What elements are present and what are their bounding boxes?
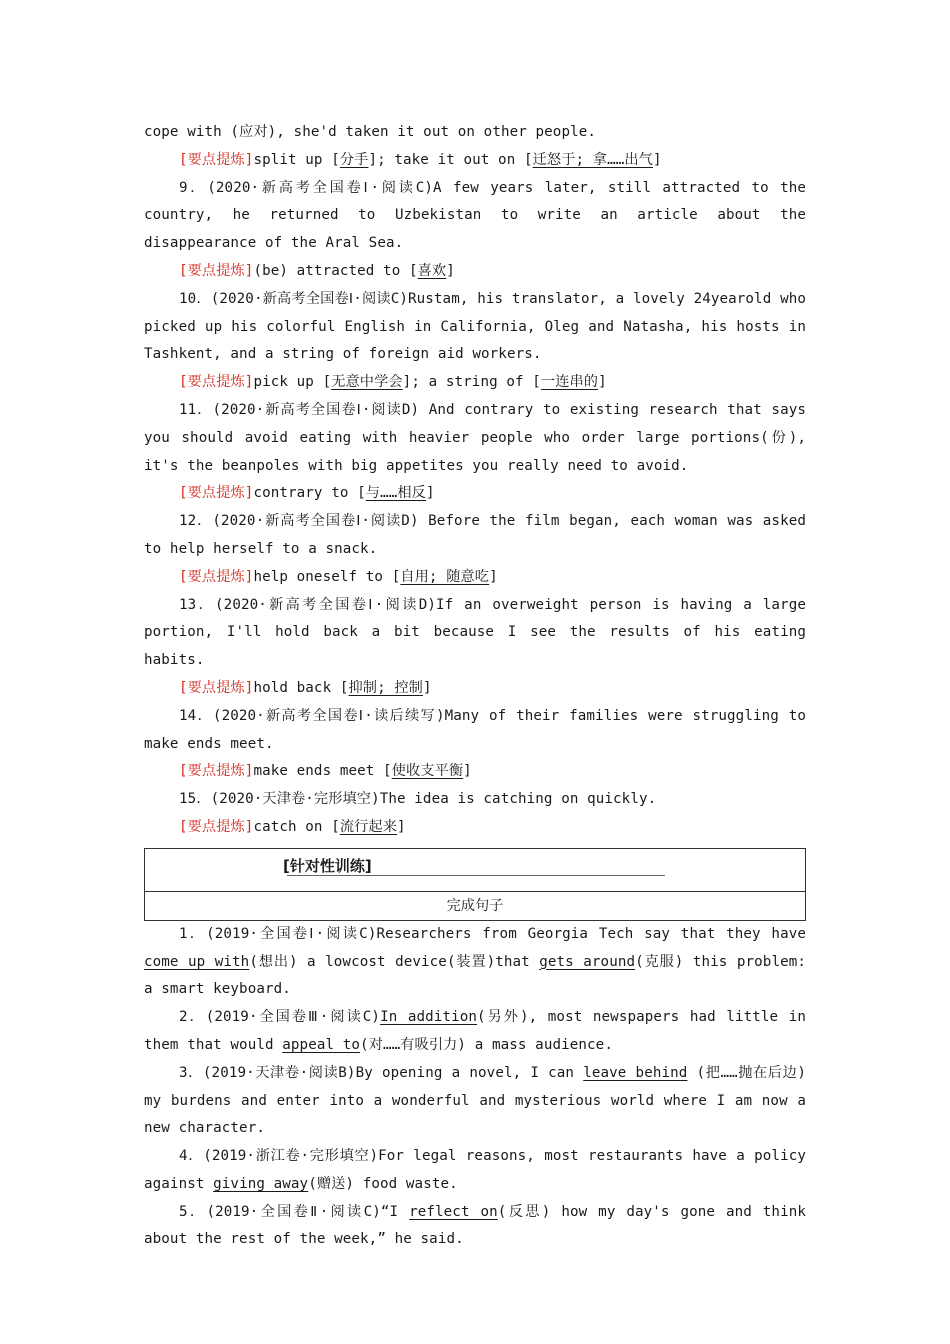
key-points-tag: [要点提炼] bbox=[179, 262, 254, 279]
exercise-5: 5．(2019·全国卷Ⅱ·阅读C)“I reflect on(反思) how my day's gone and think about the rest of the week,” he said. bbox=[144, 1203, 807, 1248]
answer: 使收支平衡 bbox=[391, 763, 464, 780]
key-points-15: [要点提炼]catch on [流行起来] bbox=[179, 818, 406, 835]
answer: In addition bbox=[380, 1009, 478, 1026]
answer: 抑制; 控制 bbox=[348, 679, 423, 696]
answer: gets around bbox=[539, 953, 636, 970]
key-points-11: [要点提炼]contrary to [与……相反] bbox=[179, 485, 435, 502]
key-points-tag: [要点提炼] bbox=[179, 568, 254, 585]
section-title: [针对性训练] bbox=[283, 856, 372, 875]
answer: 分手 bbox=[339, 151, 369, 168]
key-points-8: [要点提炼]split up [分手]; take it out on [迁怒于; 拿……出气] bbox=[179, 151, 662, 168]
answer: 流行起来 bbox=[339, 818, 398, 835]
exercise-1: 1．(2019·全国卷Ⅰ·阅读C)Researchers from Georgia Tech say that they have come up with(想出) a lowcost device(装置)that gets around(克服) this problem: a smart keyboard. bbox=[144, 925, 807, 998]
example-13: 13．(2020·新高考全国卷Ⅰ·阅读D)If an overweight person is having a large portion, I'll hold back a bit because I see the results of his eating habits. bbox=[144, 596, 806, 669]
title-rule bbox=[287, 875, 665, 876]
key-points-14: [要点提炼]make ends meet [使收支平衡] bbox=[179, 763, 472, 780]
paragraph-continuation: cope with (应对), she'd taken it out on other people. bbox=[144, 124, 597, 140]
key-points-tag: [要点提炼] bbox=[179, 485, 254, 502]
answer: come up with bbox=[144, 953, 250, 970]
training-section-box bbox=[144, 848, 806, 921]
example-9: 9．(2020·新高考全国卷Ⅰ·阅读C)A few years later, still attracted to the country, he returned to Uzbekistan to write an article about the disappearance of the Aral Sea. bbox=[144, 179, 806, 252]
section-subtitle: 完成句子 bbox=[446, 897, 504, 914]
answer: leave behind bbox=[583, 1064, 688, 1081]
example-14: 14．(2020·新高考全国卷Ⅰ·读后续写)Many of their families were struggling to make ends meet. bbox=[144, 707, 806, 752]
answer: reflect on bbox=[409, 1203, 498, 1220]
answer: 喜欢 bbox=[417, 262, 447, 279]
key-points-tag: [要点提炼] bbox=[179, 679, 254, 696]
answer: 无意中学会 bbox=[331, 374, 403, 391]
key-points-13: [要点提炼]hold back [抑制; 控制] bbox=[179, 679, 432, 696]
exercise-2: 2．(2019·全国卷Ⅲ·阅读C)In addition(另外), most newspapers had little in them that would appeal to(对……有吸引力) a mass audience. bbox=[144, 1009, 807, 1053]
example-12: 12．(2020·新高考全国卷Ⅰ·阅读D) Before the film began, each woman was asked to help herself to a snack. bbox=[144, 513, 806, 557]
key-points-10: [要点提炼]pick up [无意中学会]; a string of [一连串的] bbox=[179, 374, 607, 391]
key-points-tag: [要点提炼] bbox=[179, 151, 254, 168]
example-15: 15．(2020·天津卷·完形填空)The idea is catching on quickly. bbox=[179, 791, 657, 808]
answer: 与……相反 bbox=[365, 485, 426, 502]
exercise-4: 4．(2019·浙江卷·完形填空)For legal reasons, most restaurants have a policy against giving away(赠送) food waste. bbox=[144, 1148, 806, 1192]
example-10: 10．(2020·新高考全国卷Ⅰ·阅读C)Rustam, his translator, a lovely 24yearold who picked up his colorful English in California, Oleg and Natasha, his hosts in Tashkent, and a string of foreign aid workers. bbox=[144, 290, 806, 363]
answer: 自用; 随意吃 bbox=[400, 568, 490, 585]
answer: 一连串的 bbox=[540, 374, 599, 391]
key-points-tag: [要点提炼] bbox=[179, 374, 254, 391]
key-points-tag: [要点提炼] bbox=[179, 818, 254, 835]
answer: 迁怒于; 拿……出气 bbox=[532, 151, 653, 168]
answer: appeal to bbox=[282, 1036, 361, 1053]
key-points-9: [要点提炼](be) attracted to [喜欢] bbox=[179, 262, 455, 279]
example-11: 11．(2020·新高考全国卷Ⅰ·阅读D) And contrary to existing research that says you should avoid eating with heavier people who order large portions(份), it's the beanpoles with big appetites you really need to avoid. bbox=[144, 401, 806, 474]
answer: giving away bbox=[213, 1175, 309, 1192]
key-points-tag: [要点提炼] bbox=[179, 763, 254, 780]
key-points-12: [要点提炼]help oneself to [自用; 随意吃] bbox=[179, 568, 498, 585]
document-page bbox=[144, 119, 806, 1254]
exercise-3: 3．(2019·天津卷·阅读B)By opening a novel, I can leave behind (把……抛在后边) my burdens and enter into a wonderful and mysterious world where I am now a new character. bbox=[144, 1064, 807, 1137]
